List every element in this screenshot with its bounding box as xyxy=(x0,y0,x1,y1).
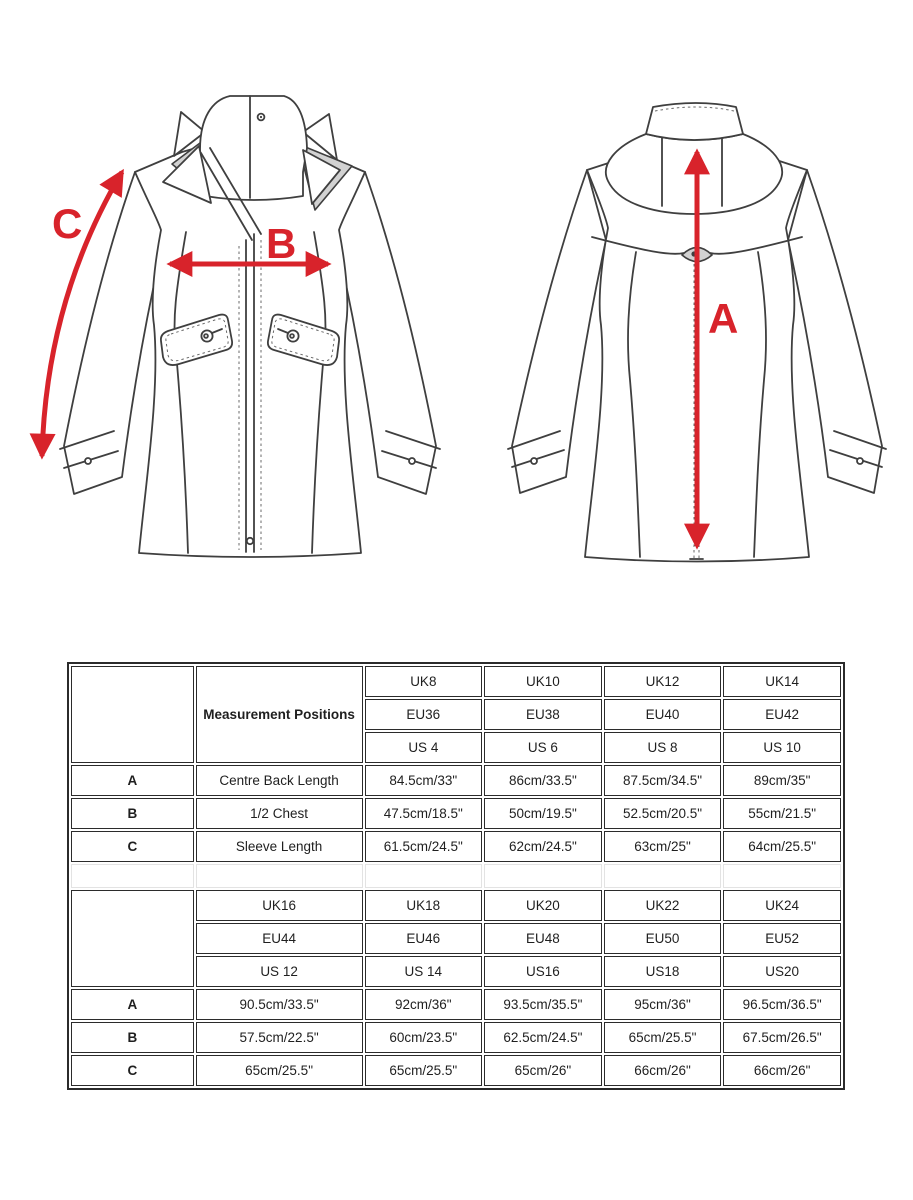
measurement-row-a xyxy=(71,765,841,796)
size-header-cell: EU44 xyxy=(196,923,363,954)
measurement-value-cell: 93.5cm/35.5" xyxy=(484,989,602,1020)
back-hood xyxy=(606,134,782,214)
measurement-value-cell: 86cm/33.5" xyxy=(484,765,602,796)
section-uk8-14 xyxy=(71,666,841,888)
measurement-value-cell: 50cm/19.5" xyxy=(484,798,602,829)
measurement-value-cell: 61.5cm/24.5" xyxy=(365,831,483,862)
size-header-cell: EU50 xyxy=(604,923,722,954)
row-key-cell: C xyxy=(71,1055,194,1086)
measurement-value-cell: 96.5cm/36.5" xyxy=(723,989,841,1020)
back-right-sleeve xyxy=(788,170,886,493)
measurement-value-cell: 65cm/25.5" xyxy=(196,1055,363,1086)
row-key-cell: B xyxy=(71,1022,194,1053)
size-header-cell: UK20 xyxy=(484,890,602,921)
back-view xyxy=(508,103,886,562)
size-header-cell: UK12 xyxy=(604,666,722,697)
front-collar xyxy=(200,96,307,200)
measurement-value-cell: 92cm/36" xyxy=(365,989,483,1020)
measurement-value-cell: 66cm/26" xyxy=(723,1055,841,1086)
size-header-cell: US 10 xyxy=(723,732,841,763)
measurement-value-cell: 66cm/26" xyxy=(604,1055,722,1086)
measurement-row-b xyxy=(71,798,841,829)
cuff-button xyxy=(531,458,537,464)
size-header-cell: US 14 xyxy=(365,956,483,987)
measurement-positions-header: Measurement Positions xyxy=(196,666,363,763)
size-header-cell: US 12 xyxy=(196,956,363,987)
size-chart-table xyxy=(67,662,845,1090)
size-header-cell: UK8 xyxy=(365,666,483,697)
measurement-position-cell: Centre Back Length xyxy=(196,765,363,796)
measurement-value-cell: 87.5cm/34.5" xyxy=(604,765,722,796)
size-header-cell: EU40 xyxy=(604,699,722,730)
size-header-cell: US 8 xyxy=(604,732,722,763)
measurement-value-cell: 52.5cm/20.5" xyxy=(604,798,722,829)
measurement-value-cell: 60cm/23.5" xyxy=(365,1022,483,1053)
size-header-row xyxy=(71,666,841,697)
corner-cell xyxy=(71,890,194,987)
measurement-row-a xyxy=(71,989,841,1020)
size-header-cell: UK16 xyxy=(196,890,363,921)
size-header-cell: UK24 xyxy=(723,890,841,921)
measurement-value-cell: 89cm/35" xyxy=(723,765,841,796)
size-header-cell: EU36 xyxy=(365,699,483,730)
measurement-value-cell: 84.5cm/33" xyxy=(365,765,483,796)
cuff-button xyxy=(85,458,91,464)
measurement-value-cell: 95cm/36" xyxy=(604,989,722,1020)
row-key-cell: A xyxy=(71,989,194,1020)
row-key-cell: A xyxy=(71,765,194,796)
measurement-value-cell: 65cm/25.5" xyxy=(365,1055,483,1086)
measurement-value-cell: 90.5cm/33.5" xyxy=(196,989,363,1020)
back-left-sleeve xyxy=(508,170,606,493)
measurement-position-cell: 1/2 Chest xyxy=(196,798,363,829)
size-header-cell: US16 xyxy=(484,956,602,987)
section-uk16-24 xyxy=(71,890,841,1086)
measurement-row-c xyxy=(71,1055,841,1086)
back-collar xyxy=(646,103,743,140)
measurement-value-cell: 57.5cm/22.5" xyxy=(196,1022,363,1053)
size-header-cell: EU52 xyxy=(723,923,841,954)
measurement-value-cell: 65cm/26" xyxy=(484,1055,602,1086)
size-header-cell: UK22 xyxy=(604,890,722,921)
size-header-cell: EU38 xyxy=(484,699,602,730)
spacer-row xyxy=(71,864,841,888)
size-header-cell: UK10 xyxy=(484,666,602,697)
size-chart-container xyxy=(67,662,913,1090)
size-header-cell: US 4 xyxy=(365,732,483,763)
size-header-cell: EU46 xyxy=(365,923,483,954)
measurement-row-c xyxy=(71,831,841,862)
measurement-value-cell: 67.5cm/26.5" xyxy=(723,1022,841,1053)
measurement-position-cell: Sleeve Length xyxy=(196,831,363,862)
measurement-value-cell: 65cm/25.5" xyxy=(604,1022,722,1053)
front-view xyxy=(42,96,440,557)
row-key-cell: B xyxy=(71,798,194,829)
cuff-button xyxy=(409,458,415,464)
size-header-row xyxy=(71,890,841,921)
measurement-value-cell: 62cm/24.5" xyxy=(484,831,602,862)
size-header-cell: UK18 xyxy=(365,890,483,921)
label-c: C xyxy=(52,200,83,247)
size-header-cell: US 6 xyxy=(484,732,602,763)
measurement-value-cell: 63cm/25" xyxy=(604,831,722,862)
measurement-value-cell: 55cm/21.5" xyxy=(723,798,841,829)
collar-snap-dot xyxy=(260,116,262,118)
front-right-sleeve xyxy=(335,172,440,494)
measurement-value-cell: 64cm/25.5" xyxy=(723,831,841,862)
measurement-value-cell: 62.5cm/24.5" xyxy=(484,1022,602,1053)
measurement-value-cell: 47.5cm/18.5" xyxy=(365,798,483,829)
size-header-cell: EU42 xyxy=(723,699,841,730)
size-header-cell: EU48 xyxy=(484,923,602,954)
size-header-cell: UK14 xyxy=(723,666,841,697)
size-header-cell: US18 xyxy=(604,956,722,987)
row-key-cell: C xyxy=(71,831,194,862)
label-a: A xyxy=(708,295,739,342)
cuff-button xyxy=(857,458,863,464)
corner-cell xyxy=(71,666,194,763)
size-header-cell: US20 xyxy=(723,956,841,987)
hem-snap-button xyxy=(247,538,253,544)
measurement-row-b xyxy=(71,1022,841,1053)
label-b: B xyxy=(266,220,297,267)
